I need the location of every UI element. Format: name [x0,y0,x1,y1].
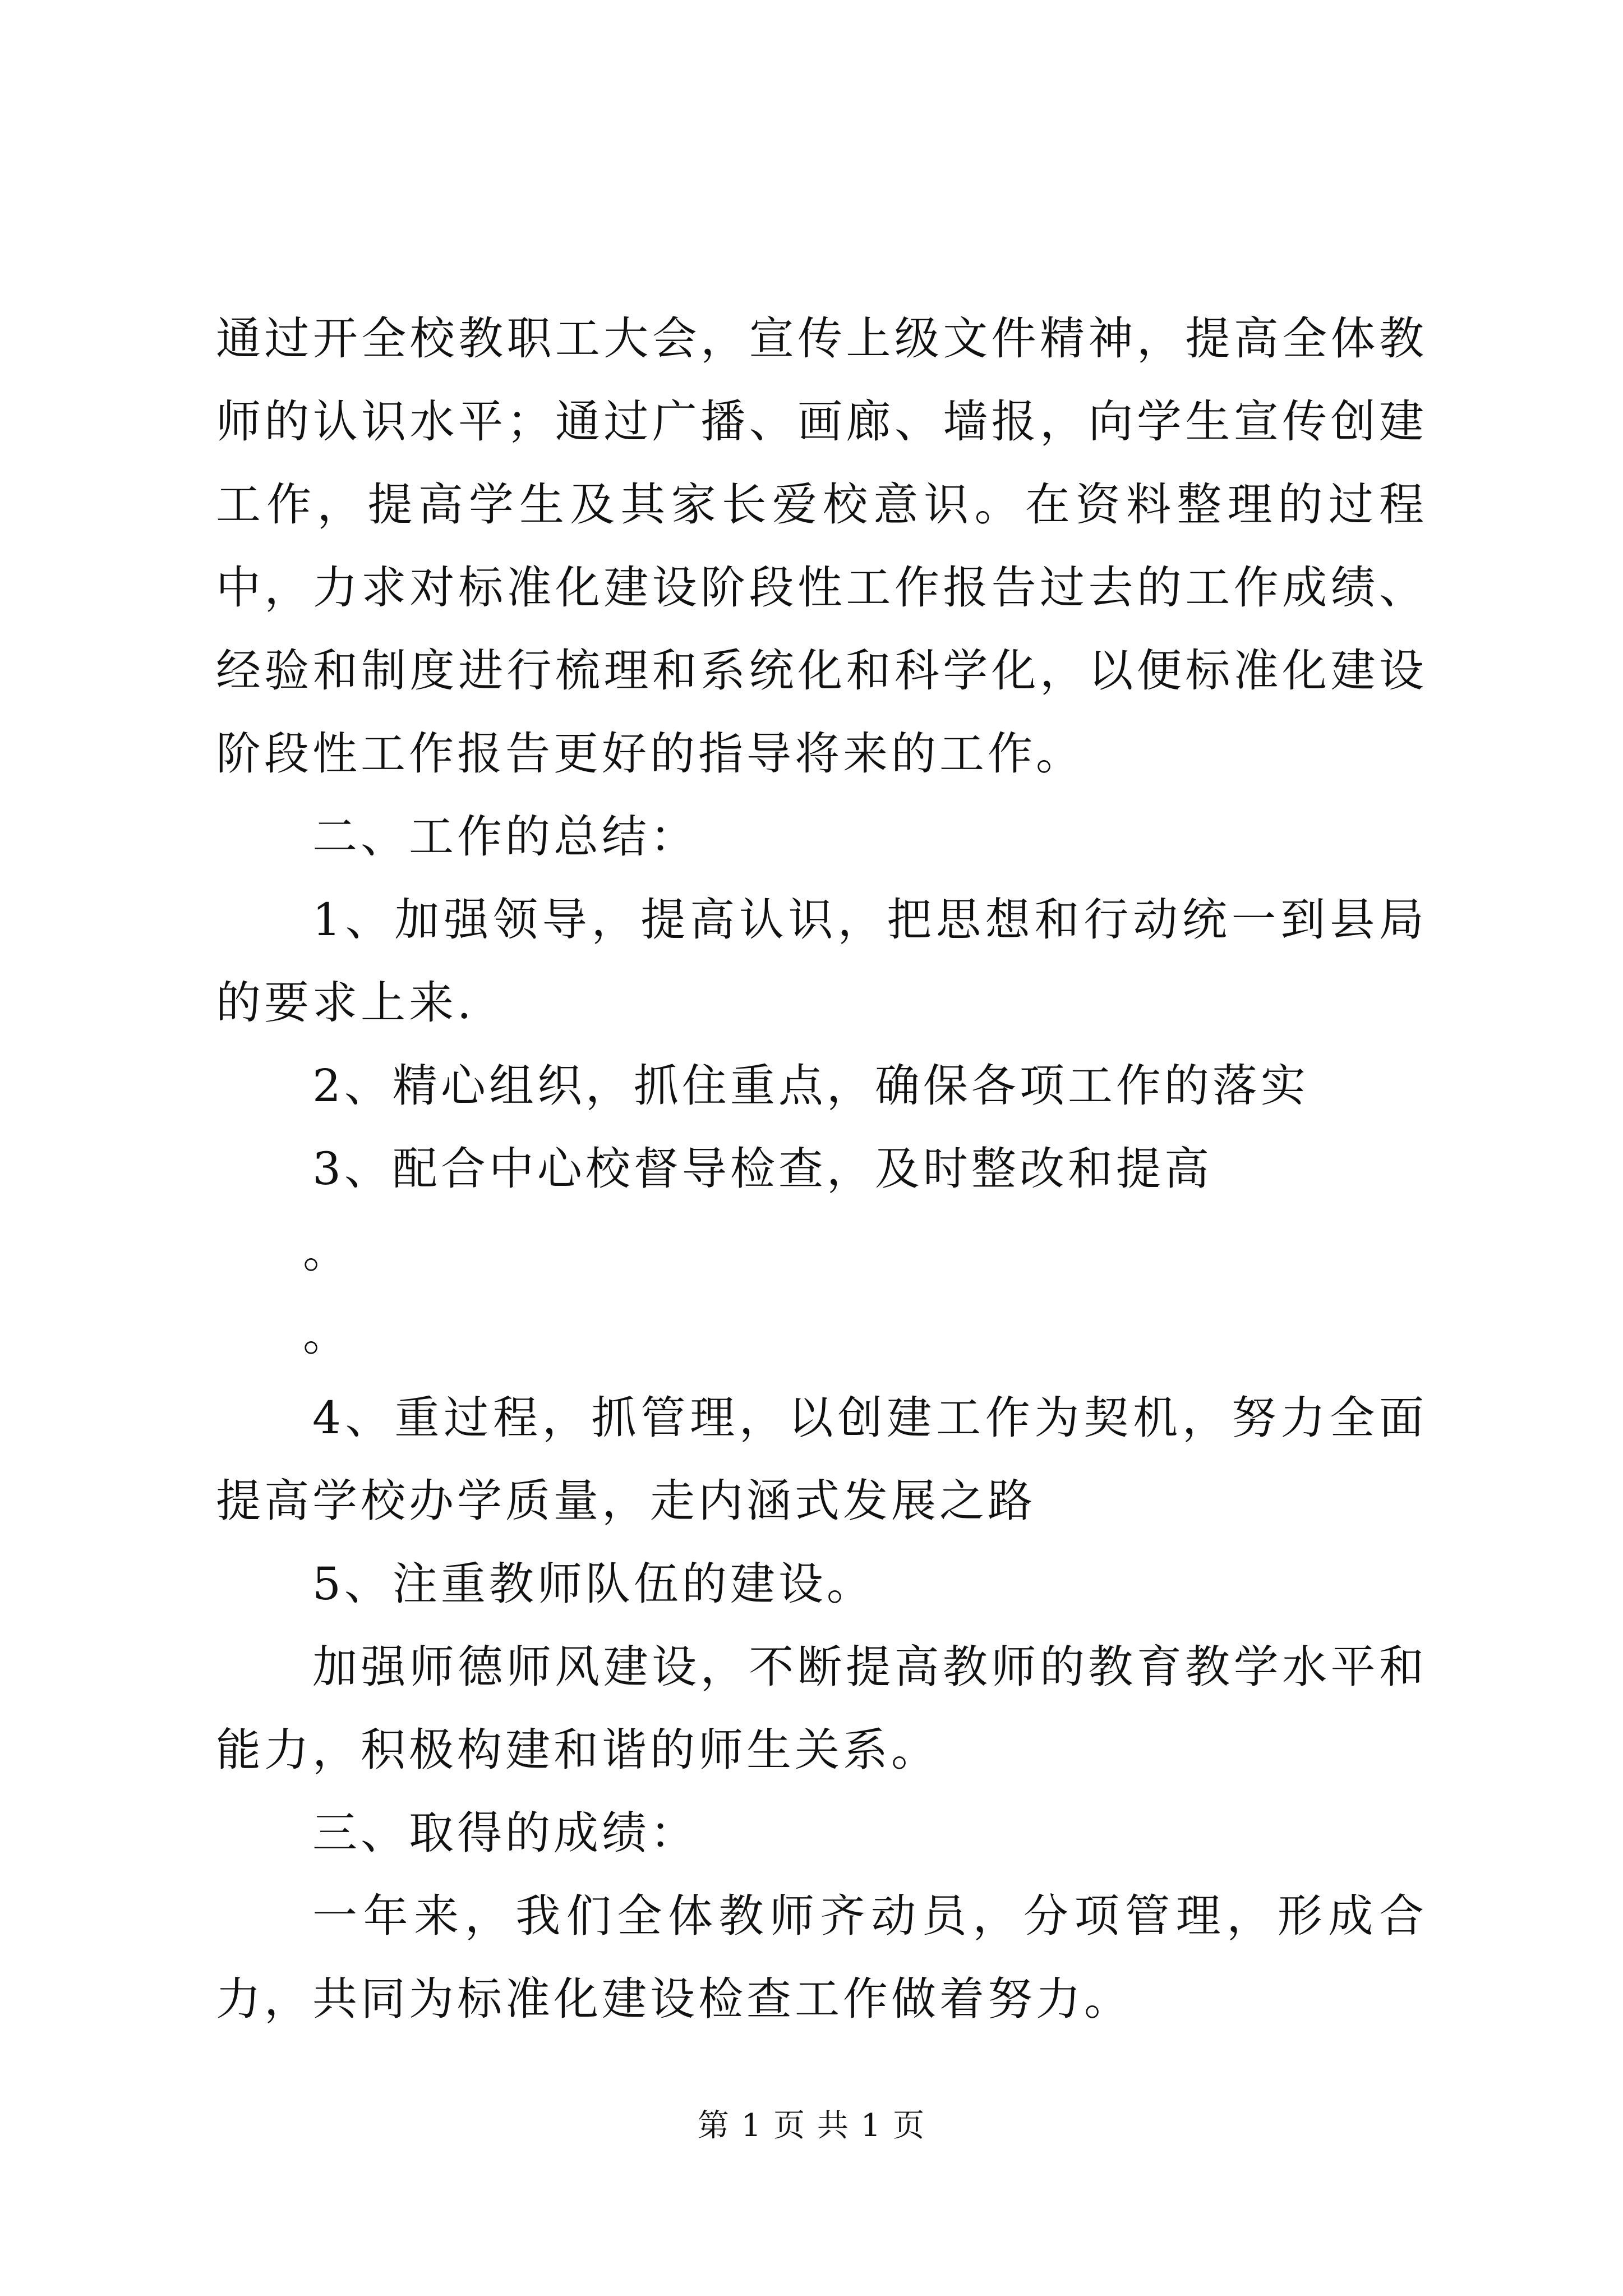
section-heading-summary: 二、工作的总结： [312,811,698,863]
stray-period-2: 。 [303,1309,351,1361]
list-item-2: 2、精心组织，抓住重点，确保各项工作的落实 [312,1060,1309,1112]
paragraph-intro: 通过开全校教职工大会，宣传上级文件精神，提高全体教师的认识水平；通过广播、画廊、墙报，向学生宣传创建工作，提高学生及其家长爱校意识。在资料整理的过程中，力求对标准化建设阶段性工作报告过去的工作成绩、经验和制度进行梳理和系统化和科学化，以便标准化建设阶段性工作报告更好的指导将来的工作。 [216,312,1427,780]
list-item-1: 1、加强领导，提高认识，把思想和行动统一到县局的要求上来. [216,894,1427,1029]
section-heading-achievements: 三、取得的成绩： [312,1807,698,1859]
document-body [216,297,1427,2041]
list-item-3: 3、配合中心校督导检查，及时整改和提高 [312,1143,1212,1195]
paragraph-teacher-ethics: 加强师德师风建设，不断提高教师的教育教学水平和能力，积极构建和谐的师生关系。 [216,1641,1427,1776]
stray-period-1: 。 [303,1226,351,1278]
list-item-5: 5、注重教师队伍的建设。 [312,1558,875,1610]
list-item-4: 4、重过程，抓管理，以创建工作为契机，努力全面提高学校办学质量，走内涵式发展之路 [216,1392,1427,1527]
page-footer: 第 1 页 共 1 页 [697,2108,926,2144]
paragraph-achievements: 一年来，我们全体教师齐动员，分项管理，形成合力，共同为标准化建设检查工作做着努力。 [216,1890,1427,2025]
